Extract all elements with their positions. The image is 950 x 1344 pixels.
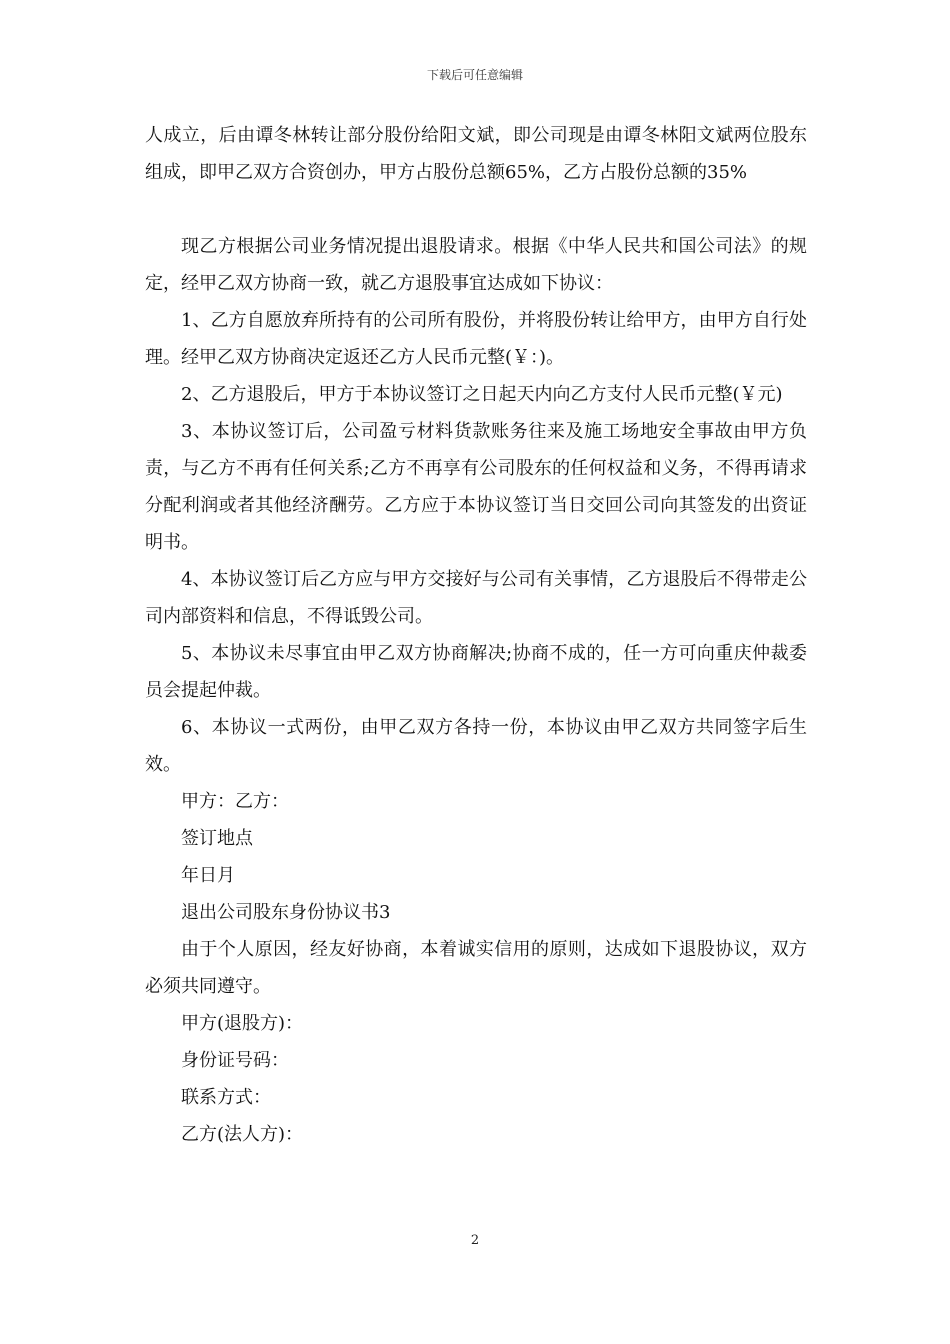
party-b-label: 乙方(法人方)：: [181, 1124, 304, 1145]
paragraph-company-founding: 人成立，后由谭冬林转让部分股份给阳文斌，即公司现是由谭冬林阳文斌两位股东组成，即甲乙双方合资创办，甲方占股份总额65%，乙方占股份总额的35%: [145, 125, 807, 183]
page-number: 2: [470, 1233, 480, 1248]
clause-5: 5、本协议未尽事宜由甲乙双方协商解决;协商不成的，任一方可向重庆仲裁委员会提起仲裁。: [145, 643, 807, 701]
document-body: [145, 117, 807, 1153]
paragraph-withdrawal-request: 现乙方根据公司业务情况提出退股请求。根据《中华人民共和国公司法》的规定，经甲乙双方协商一致，就乙方退股事宜达成如下协议：: [145, 236, 807, 294]
clause-4: 4、本协议签订后乙方应与甲方交接好与公司有关事情，乙方退股后不得带走公司内部资料和信息，不得诋毁公司。: [145, 569, 807, 627]
clause-3: 3、本协议签订后，公司盈亏材料货款账务往来及施工场地安全事故由甲方负责，与乙方不再有任何关系;乙方不再享有公司股东的任何权益和义务，不得再请求分配利润或者其他经济酬劳。乙方应于本协议签订当日交回公司向其签发的出资证明书。: [145, 421, 807, 553]
clause-2: 2、乙方退股后，甲方于本协议签订之日起天内向乙方支付人民币元整(￥元): [181, 384, 783, 405]
agreement-title: 退出公司股东身份协议书3: [181, 902, 391, 923]
signing-place: 签订地点: [181, 828, 253, 849]
party-a-label: 甲方(退股方)：: [181, 1013, 304, 1034]
signature-parties: 甲方：乙方：: [181, 791, 289, 812]
id-number-label: 身份证号码：: [181, 1050, 289, 1071]
clause-6: 6、本协议一式两份，由甲乙双方各持一份，本协议由甲乙双方共同签字后生效。: [145, 717, 807, 775]
paragraph-gap: [145, 191, 807, 228]
paragraph-agreement-intro: 由于个人原因，经友好协商，本着诚实信用的原则，达成如下退股协议，双方必须共同遵守。: [145, 939, 807, 997]
clause-1: 1、乙方自愿放弃所持有的公司所有股份，并将股份转让给甲方，由甲方自行处理。经甲乙双方协商决定返还乙方人民币元整(￥：)。: [145, 310, 807, 368]
contact-label: 联系方式：: [181, 1087, 271, 1108]
signing-date: 年日月: [181, 865, 235, 886]
page-header: 下载后可任意编辑: [426, 68, 523, 82]
